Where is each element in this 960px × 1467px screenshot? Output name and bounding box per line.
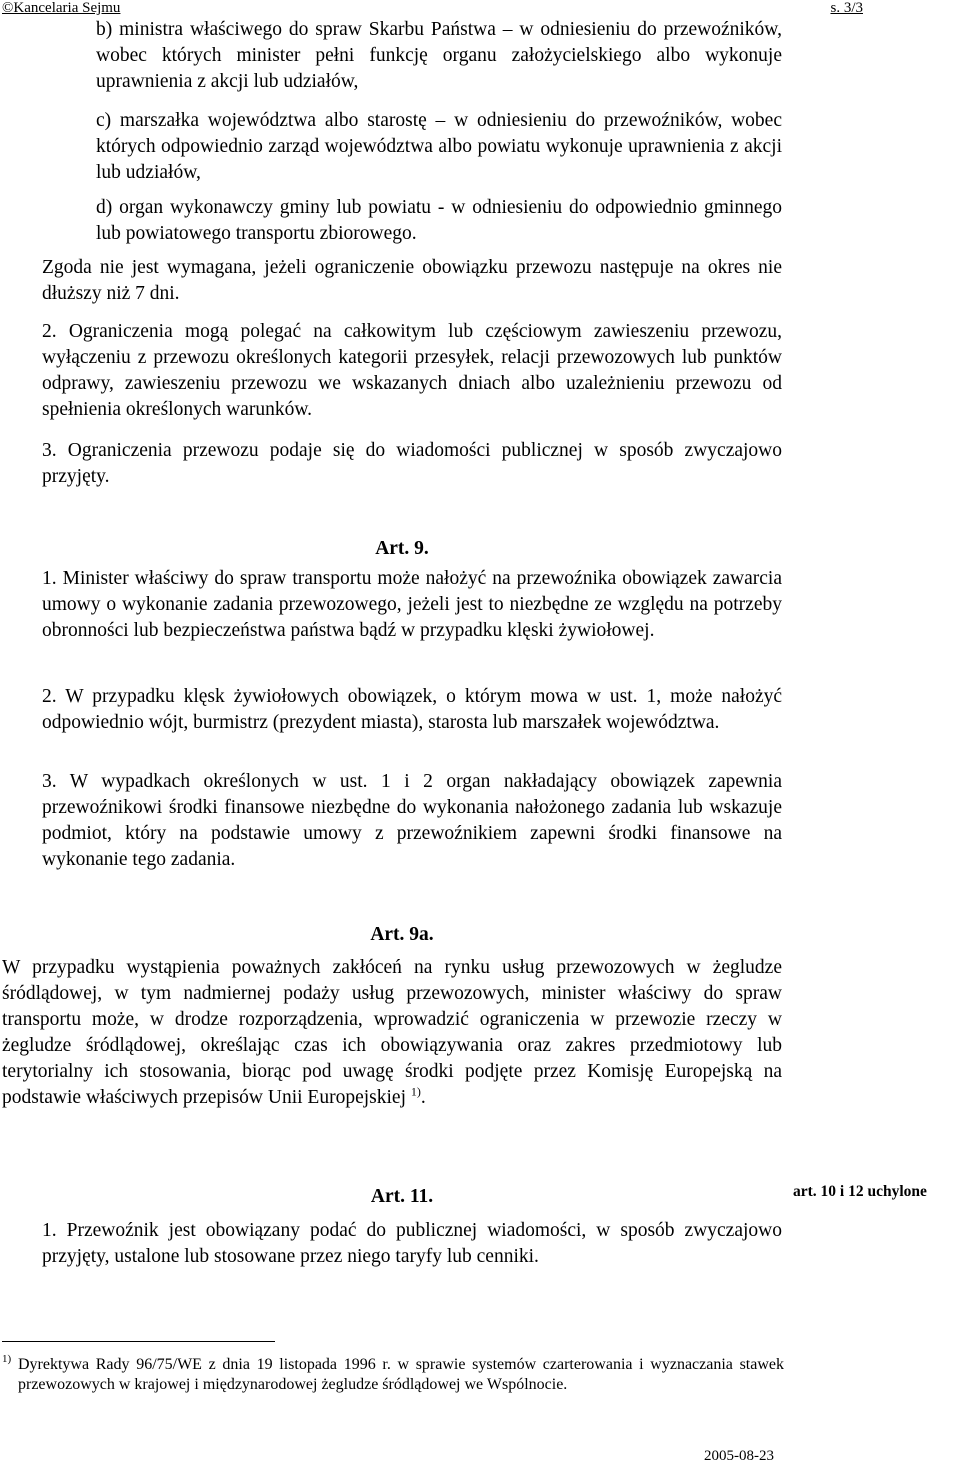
article-9a-heading: Art. 9a. [370, 924, 434, 945]
article-9-paragraph-3: 3. W wypadkach określonych w ust. 1 i 2 organ nakładający obowiązek zapewnia przewoźnikowi środki finansowe niezbędne do wykonania nałożonego zadania lub wskazuje podmiot, który na podstawie umowy z przewoźnikiem zapewni środki finansowe na wykonanie tego zadania. [42, 771, 782, 870]
margin-note: art. 10 i 12 uchylone [793, 1183, 927, 1200]
paragraph-c: c) marszałka województwa albo starostę – w odniesieniu do przewoźników, wobec których odpowiednio zarząd województwa albo powiatu wykonuje uprawnienia z akcji lub udziałów, [96, 110, 782, 183]
paragraph-b: b) ministra właściwego do spraw Skarbu Państwa – w odniesieniu do przewoźników, wobec których minister pełni funkcję organu założycielskiego albo wykonuje uprawnienia z akcji lub udziałów, [96, 19, 782, 92]
footer-date: 2005-08-23 [704, 1448, 774, 1464]
paragraph-zgoda: Zgoda nie jest wymagana, jeżeli ograniczenie obowiązku przewozu następuje na okres nie dłuższy niż 7 dni. [42, 257, 782, 304]
article-11-heading: Art. 11. [370, 1186, 434, 1207]
footnote-text: Dyrektywa Rady 96/75/WE z dnia 19 listopada 1996 r. w sprawie systemów czarterowania i wyznaczania stawek przewozowych w krajowej i międzynarodowej żegludze śródlądowej we Wspólnocie. [18, 1356, 784, 1393]
article-9-paragraph-2: 2. W przypadku klęsk żywiołowych obowiązek, o którym mowa w ust. 1, może nałożyć odpowiednio wójt, burmistrz (prezydent miasta), starosta lub marszałek województwa. [42, 686, 782, 733]
header-page-number: s. 3/3 [830, 0, 863, 16]
article-9-heading: Art. 9. [375, 538, 429, 559]
footnote-reference[interactable]: 1) [410, 1084, 421, 1099]
footnote [2, 1355, 784, 1395]
footnote-separator [2, 1341, 275, 1342]
article-11-paragraph-1: 1. Przewoźnik jest obowiązany podać do publicznej wiadomości, w sposób zwyczajowo przyjęty, ustalone lub stosowane przez niego taryfy lub cenniki. [42, 1220, 782, 1267]
paragraph-2: 2. Ograniczenia mogą polegać na całkowitym lub częściowym zawieszeniu przewozu, wyłączeniu z przewozu określonych kategorii przesyłek, relacji przewozowych lub punktów odprawy, zawieszeniu przewozu we wskazanych dniach albo uzależnieniu przewozu od spełnienia określonych warunków. [42, 321, 782, 420]
header-source: ©Kancelaria Sejmu [2, 0, 121, 16]
article-9-paragraph-1: 1. Minister właściwy do spraw transportu może nałożyć na przewoźnika obowiązek zawarcia umowy o wykonanie zadania przewozowego, jeżeli jest to niezbędne ze względu na potrzeby obronności lub bezpieczeństwa państwa bądź w przypadku klęski żywiołowej. [42, 568, 782, 641]
paragraph-d: d) organ wykonawczy gminy lub powiatu - w odniesieniu do odpowiednio gminnego lub powiatowego transportu zbiorowego. [96, 197, 782, 244]
article-9a-text: W przypadku wystąpienia poważnych zakłóceń na rynku usług przewozowych w żegludze śródlądowej, w tym nadmiernej podaży usług przewozowych, minister właściwy do spraw transportu może, w drodze rozporządzenia, wprowadzić ograniczenia w przewozie rzeczy w żegludze śródlądowej, określając czas ich obowiązywania oraz zakres przedmiotowy lub terytorialny ich stosowania, biorąc pod uwagę środki podjęte przez Komisję Europejską na podstawie właściwych przepisów Unii Europejskiej $^{1)}$. [2, 957, 782, 1108]
paragraph-3: 3. Ograniczenia przewozu podaje się do wiadomości publicznej w sposób zwyczajowo przyjęty. [42, 440, 782, 487]
footnote-mark: 1) [2, 1353, 12, 1365]
